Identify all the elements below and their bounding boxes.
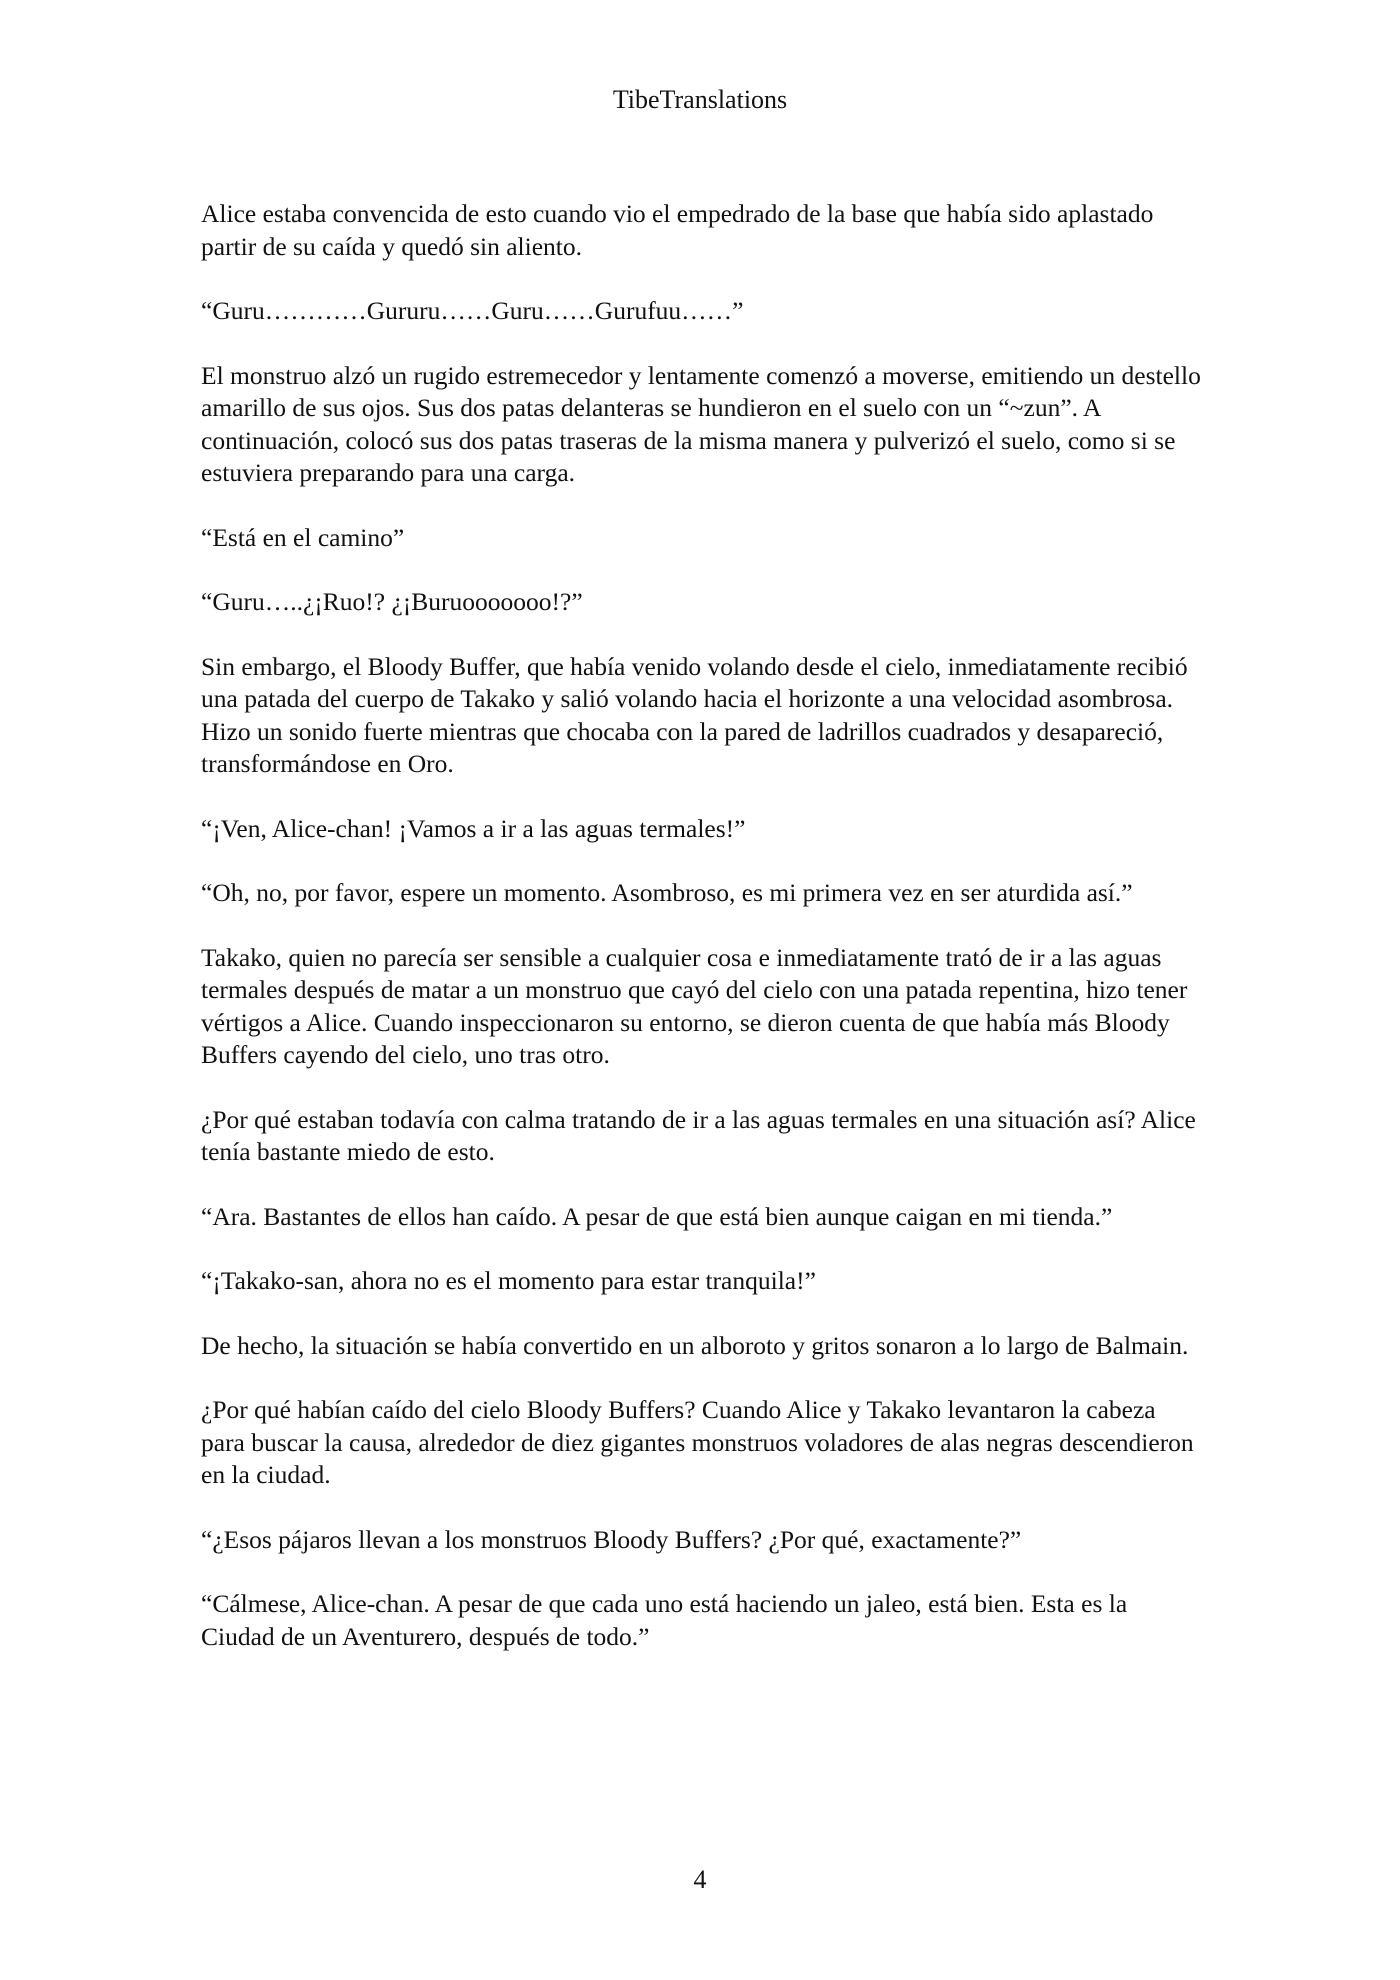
paragraph: “¿Esos pájaros llevan a los monstruos Bloody Buffers? ¿Por qué, exactamente?” xyxy=(201,1524,1022,1554)
paragraph: El monstruo alzó un rugido estremecedor y lentamente comenzó a moverse, emitiendo un destello amarillo de sus ojos. Sus dos patas delanteras se hundieron en el suelo con un “~zun”. A continuación, colocó sus dos patas traseras de la misma manera y pulverizó el suelo, como si se estuviera preparando para una carga. xyxy=(201,360,1201,487)
paragraph: “Ara. Bastantes de ellos han caído. A pesar de que está bien aunque caigan en mi tienda.” xyxy=(201,1201,1113,1231)
page-header: TibeTranslations xyxy=(612,85,788,114)
paragraph: Sin embargo, el Bloody Buffer, que había venido volando desde el cielo, inmediatamente recibió una patada del cuerpo de Takako y salió volando hacia el horizonte a una velocidad asombrosa. Hizo un sonido fuerte mientras que chocaba con la pared de ladrillos cuadrados y desapareció, transformándose en Oro. xyxy=(201,651,1188,778)
paragraph: “Guru…………Gururu……Guru……Gurufuu……” xyxy=(201,296,744,325)
paragraph: ¿Por qué habían caído del cielo Bloody Buffers? Cuando Alice y Takako levantaron la cabeza para buscar la causa, alrededor de diez gigantes monstruos voladores de alas negras descendieron en la ciudad. xyxy=(201,1395,1194,1489)
paragraph: “¡Takako-san, ahora no es el momento para estar tranquila!” xyxy=(201,1266,816,1295)
paragraph: De hecho, la situación se había convertido en un alboroto y gritos sonaron a lo largo de Balmain. xyxy=(201,1330,1189,1360)
paragraph: “Oh, no, por favor, espere un momento. Asombroso, es mi primera vez en ser aturdida así.” xyxy=(201,878,1133,907)
paragraph: “Cálmese, Alice-chan. A pesar de que cada uno está haciendo un jaleo, está bien. Esta es la Ciudad de un Aventurero, después de todo.” xyxy=(201,1589,1128,1651)
body-text xyxy=(201,198,1201,1685)
paragraph: “¡Ven, Alice-chan! ¡Vamos a ir a las aguas termales!” xyxy=(201,813,746,843)
paragraph: Takako, quien no parecía ser sensible a cualquier cosa e inmediatamente trató de ir a las aguas termales después de matar a un monstruo que cayó del cielo con una patada repentina, hizo tener vértigos a Alice. Cuando inspeccionaron su entorno, se dieron cuenta de que había más Bloody Buffers cayendo del cielo, uno tras otro. xyxy=(201,942,1188,1069)
paragraph: “Guru…..¿¡Ruo!? ¿¡Buruooooooo!?” xyxy=(201,587,583,616)
paragraph: “Está en el camino” xyxy=(201,522,405,552)
paragraph: Alice estaba convencida de esto cuando vio el empedrado de la base que había sido aplastado partir de su caída y quedó sin aliento. xyxy=(201,199,1154,261)
paragraph: ¿Por qué estaban todavía con calma tratando de ir a las aguas termales en una situación así? Alice tenía bastante miedo de esto. xyxy=(201,1104,1196,1166)
page-number: 4 xyxy=(693,1865,707,1894)
